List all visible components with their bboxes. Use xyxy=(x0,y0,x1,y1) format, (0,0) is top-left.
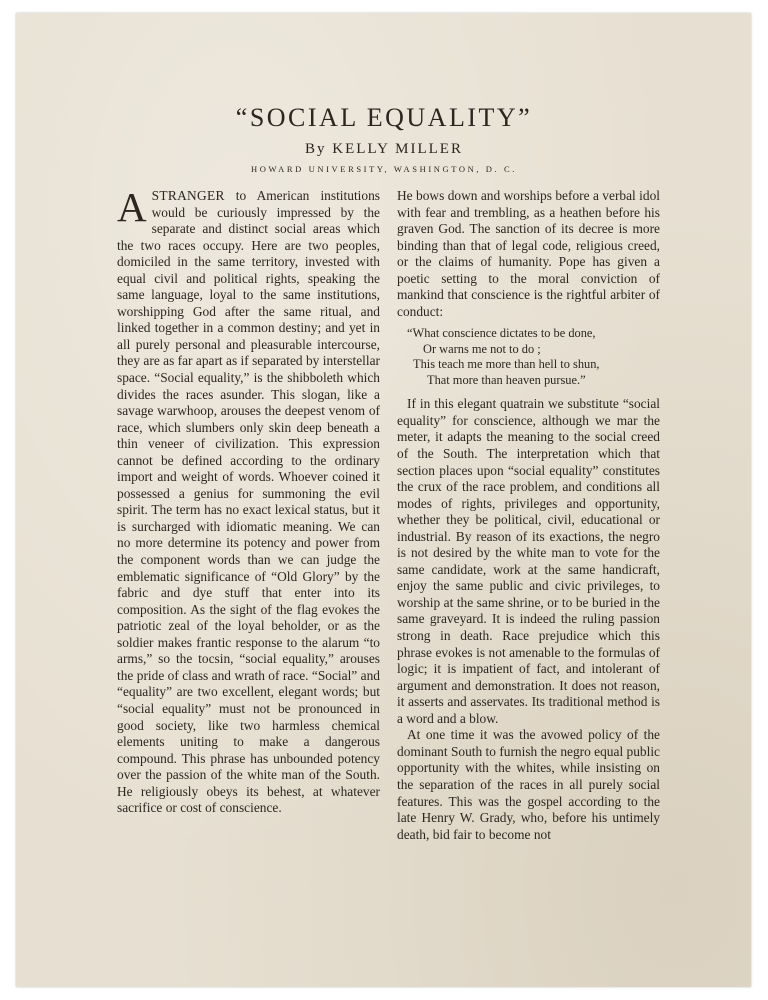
lead-caps: STRANGER xyxy=(151,188,225,203)
author-affiliation: HOWARD UNIVERSITY, WASHINGTON, D. C. xyxy=(251,164,517,174)
quote-line: That more than heaven pursue.” xyxy=(427,372,586,387)
paragraph: If in this elegant quatrain we substitute “social equality” for conscience, although we mar the meter, it adapts the meaning to the social creed of the South. The interpretation which that section places upon “social equality” constitutes the crux of the race problem, and conditions all modes of rights, privileges and opportunity, whether they be political, civil, educational or industrial. By reason of its exactions, the negro is not desired by the white man to vote for the same candidate, work at the same handicraft, enjoy the same public and civic privileges, to worship at the same shrine, or to be buried in the same graveyard. It is indeed the ruling passion strong in death. Race prejudice which this phrase evokes is not amenable to the formulas of logic; it is impatient of fact, and intolerant of argument and demonstration. It does not reason, it asserts and asservates. Its traditional method is a word and a blow. xyxy=(397,396,660,726)
article-byline: By KELLY MILLER xyxy=(305,141,463,157)
quote-line: This teach me more than hell to shun, xyxy=(413,357,600,372)
article-title: “SOCIAL EQUALITY” xyxy=(235,103,533,132)
paragraph xyxy=(117,184,380,817)
left-column xyxy=(117,184,380,817)
right-column xyxy=(397,188,660,843)
quote-line: Or warns me not to do ; xyxy=(423,341,541,356)
poem-quote xyxy=(407,326,660,388)
paragraph-text: to American institutions would be curiously impressed by the separate and distinct social areas which the two races occupy. Here are two peoples, domiciled in the same territory, invested with equal civil and political rights, speaking the same language, loyal to the same institutions, worshipping God after the same ritual, and linked together in a common destiny; and yet in all purely personal and pleasurable intercourse, they are as far apart as if separated by interstellar space. “Social equality,” is the shibboleth which divides the races asunder. This slogan, like a savage warwhoop, arouses the deepest venom of race, which slumbers only skin deep beneath a thin veneer of civilization. This expression cannot be defined according to the ordinary import and weight of words. Whoever coined it possessed a genius for summoning the evil spirit. The term has no exact lexical status, but it is surcharged with idiomatic meaning. We can no more determine its potency and power from the component words than we can judge the emblematic significance of “Old Glory” by the fabric and dye stuff that enter into its composition. As the sight of the flag evokes the patriotic zeal of the loyal beholder, or as the soldier makes frantic response to the alarum “to arms,” so the tocsin, “social equality,” arouses the pride of class and wrath of race. “Social” and “equality” are two excellent, elegant words; but “social equality” must not be pronounced in good society, like two harmless chemical elements uniting to make a dangerous compound. This phrase has unbounded potency over the passion of the white man of the South. He religiously obeys its behest, at whatever sacrifice or cost of conscience. xyxy=(117,188,380,816)
drop-cap: A xyxy=(117,184,147,230)
paragraph: He bows down and worships before a verbal idol with fear and trembling, as a heathen before his graven God. The sanction of its decree is more binding than that of legal code, religious creed, or the claims of humanity. Pope has given a poetic setting to the moral conviction of mankind that conscience is the rightful arbiter of conduct: xyxy=(397,188,660,319)
paragraph: At one time it was the avowed policy of the dominant South to furnish the negro equal public opportunity with the whites, while insisting on the separation of the races in all purely social features. This was the gospel according to the late Henry W. Grady, who, before his untimely death, bid fair to become not xyxy=(397,727,660,842)
quote-line: “What conscience dictates to be done, xyxy=(407,326,596,341)
